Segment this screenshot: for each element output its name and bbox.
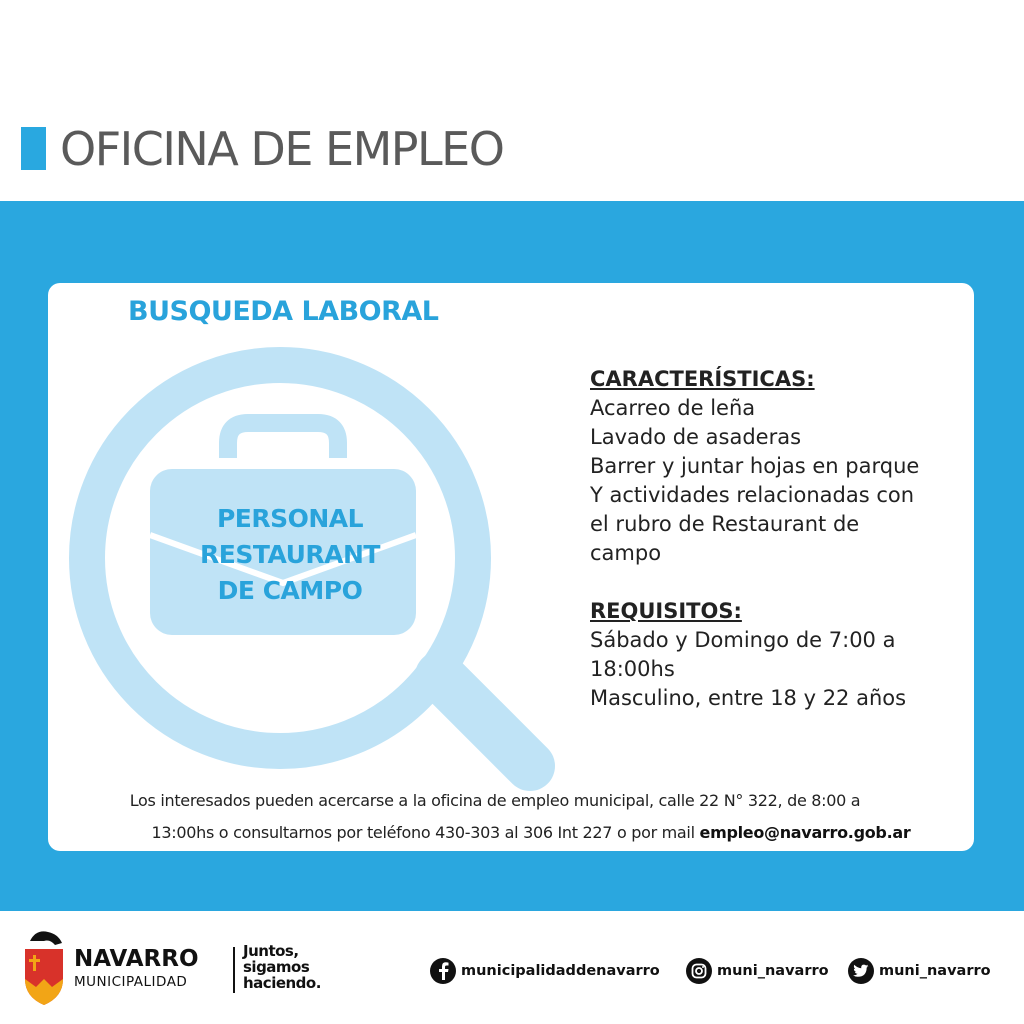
twitter-icon <box>848 958 874 984</box>
job-details <box>590 365 960 713</box>
job-title-line: PERSONAL <box>216 504 364 533</box>
feature-item: Barrer y juntar hojas en parque <box>590 454 920 478</box>
municipal-shield-logo <box>22 927 66 1007</box>
social-handle: muni_navarro <box>717 963 829 979</box>
feature-item: campo <box>590 541 662 565</box>
slogan-line: Juntos, <box>243 942 299 960</box>
slogan-line: haciendo. <box>243 974 321 992</box>
facebook-icon <box>430 958 456 984</box>
requirements-title: REQUISITOS: <box>590 599 742 623</box>
instagram-icon <box>686 958 712 984</box>
brand-subtitle: MUNICIPALIDAD <box>74 974 188 990</box>
social-facebook-link[interactable] <box>430 957 660 985</box>
feature-item: Y actividades relacionadas con <box>590 483 915 507</box>
header-accent-bar <box>21 127 46 170</box>
social-twitter-link[interactable] <box>848 957 991 985</box>
job-posting-card <box>48 283 974 851</box>
slogan-line: sigamos <box>243 958 310 976</box>
brand-divider <box>233 947 235 993</box>
card-heading: BUSQUEDA LABORAL <box>128 296 439 327</box>
slogan <box>243 943 321 991</box>
features-title: CARACTERÍSTICAS: <box>590 367 815 391</box>
social-handle: municipalidaddenavarro <box>461 963 660 979</box>
social-handle: muni_navarro <box>879 963 991 979</box>
feature-item: Lavado de asaderas <box>590 425 802 449</box>
feature-item: Acarreo de leña <box>590 396 756 420</box>
contact-text: 13:00hs o consultarnos por teléfono 430-303 al 306 Int 227 o por mail <box>151 823 700 842</box>
contact-email: empleo@navarro.gob.ar <box>699 823 911 842</box>
footer <box>0 911 1024 1024</box>
requirement-item: Sábado y Domingo de 7:00 a <box>590 628 896 652</box>
brand-name: NAVARRO <box>74 946 199 972</box>
contact-line: Los interesados pueden acercarse a la oficina de empleo municipal, calle 22 N° 322, de 8:00 a <box>129 791 861 810</box>
requirement-item: 18:00hs <box>590 657 675 681</box>
social-instagram-link[interactable] <box>686 957 829 985</box>
requirement-item: Masculino, entre 18 y 22 años <box>590 686 907 710</box>
job-title <box>156 501 424 609</box>
job-title-line: DE CAMPO <box>217 576 363 605</box>
contact-line <box>48 817 974 849</box>
page-title: OFICINA DE EMPLEO <box>60 122 504 176</box>
contact-info <box>48 785 974 849</box>
job-title-line: RESTAURANT <box>200 540 380 569</box>
feature-item: el rubro de Restaurant de <box>590 512 860 536</box>
